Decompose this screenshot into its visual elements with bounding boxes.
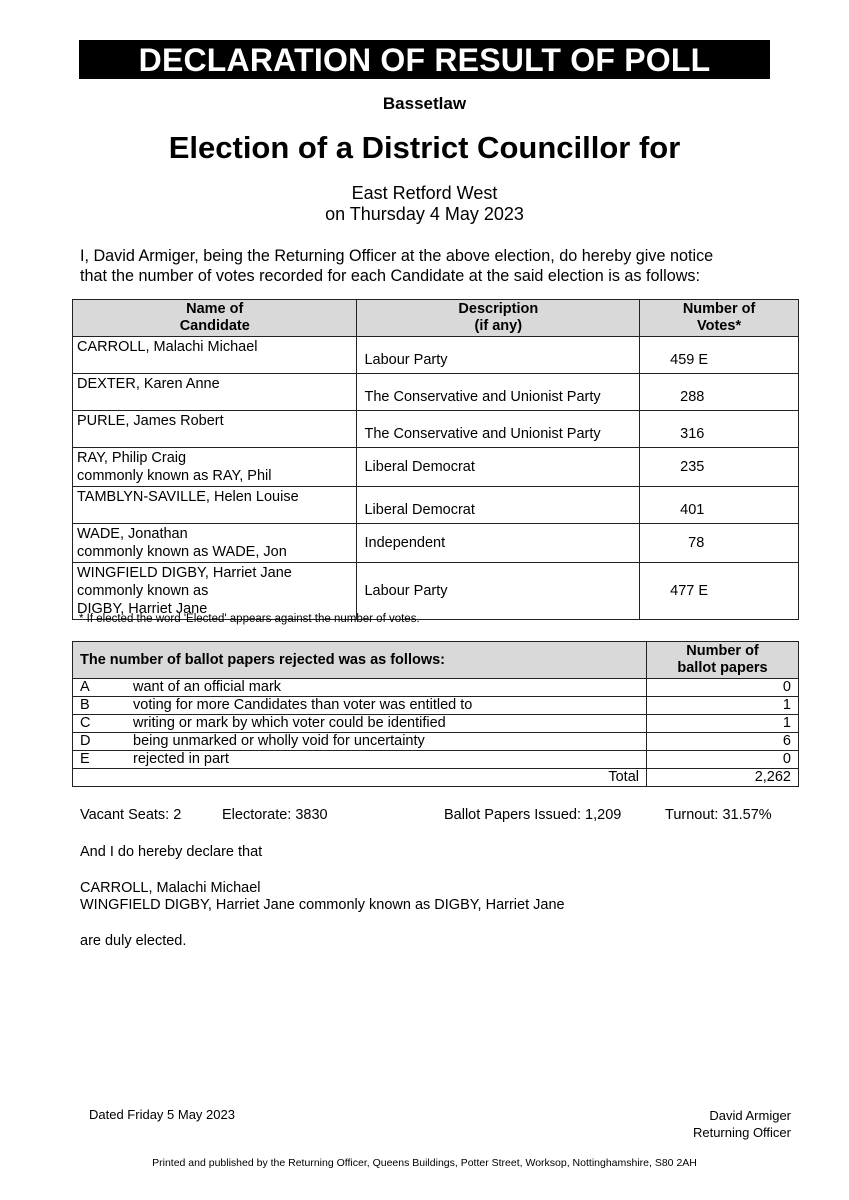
name-line: TAMBLYN-SAVILLE, Helen Louise <box>77 489 299 505</box>
imprint: Printed and published by the Returning Officer, Queens Buildings, Potter Street, Worksop, Nottinghamshire, S80 2AH <box>152 1157 697 1169</box>
rejection-code: B <box>73 697 130 715</box>
candidate-name <box>73 524 357 563</box>
name-line: PURLE, James Robert <box>77 413 224 429</box>
table-row <box>73 563 799 620</box>
candidates-header-row <box>73 300 799 337</box>
name-line: DEXTER, Karen Anne <box>77 376 220 392</box>
rejection-count: 0 <box>647 679 799 697</box>
rejection-reason: writing or mark by which voter could be identified <box>129 715 647 733</box>
table-row <box>73 524 799 563</box>
officer-name: David Armiger <box>709 1108 791 1123</box>
candidate-votes: 316 <box>640 411 799 448</box>
candidate-votes: 235 <box>640 448 799 487</box>
rejection-count: 0 <box>647 751 799 769</box>
header-candidate-name <box>73 300 357 337</box>
candidate-name <box>73 563 357 620</box>
name-line: commonly known as RAY, Phil <box>77 468 272 484</box>
election-date: on Thursday 4 May 2023 <box>325 204 524 224</box>
name-line: commonly known as WADE, Jon <box>77 544 287 560</box>
rejection-reason: voting for more Candidates than voter was entitled to <box>129 697 647 715</box>
header-description <box>357 300 640 337</box>
candidate-description: Independent <box>357 524 640 563</box>
header-text: Name of <box>186 301 244 317</box>
header-text: Votes* <box>697 318 742 334</box>
rejected-header-count <box>647 642 799 679</box>
header-text: Number of <box>686 643 759 659</box>
intro-line-2: that the number of votes recorded for each Candidate at the said election is as follows: <box>80 267 700 285</box>
total-value: 2,262 <box>647 769 799 787</box>
rejected-total-row <box>73 769 799 787</box>
elected-list <box>80 880 565 914</box>
header-text: Description <box>458 301 539 317</box>
ward-name: East Retford West <box>351 183 498 203</box>
candidate-votes: 78 <box>640 524 799 563</box>
dated-line: Dated Friday 5 May 2023 <box>89 1107 235 1122</box>
table-row <box>73 697 799 715</box>
header-votes <box>640 300 799 337</box>
candidate-votes: 288 <box>640 374 799 411</box>
rejection-reason: rejected in part <box>129 751 647 769</box>
header-text: ballot papers <box>677 660 768 676</box>
officer-title: Returning Officer <box>692 1125 791 1140</box>
electorate: Electorate: 3830 <box>222 807 328 823</box>
candidate-description: Liberal Democrat <box>357 487 640 524</box>
table-row <box>73 448 799 487</box>
table-row <box>73 411 799 448</box>
candidate-description: Liberal Democrat <box>357 448 640 487</box>
declaration-closing: are duly elected. <box>80 933 187 949</box>
name-line: commonly known as <box>77 583 209 599</box>
candidate-description: Labour Party <box>357 337 640 374</box>
rejection-count: 1 <box>647 697 799 715</box>
table-row <box>73 679 799 697</box>
signature-block <box>693 1107 791 1141</box>
candidates-table <box>72 299 799 620</box>
vacant-seats: Vacant Seats: 2 <box>80 807 182 823</box>
election-title: Election of a District Councillor for <box>168 130 681 165</box>
total-label: Total <box>73 769 647 787</box>
header-text: Number of <box>682 301 756 317</box>
ballot-papers-issued: Ballot Papers Issued: 1,209 <box>444 807 622 823</box>
table-row <box>73 733 799 751</box>
intro-line-1: I, David Armiger, being the Returning Officer at the above election, do hereby give notice <box>80 247 714 265</box>
candidate-name <box>73 411 357 448</box>
elected-candidate: CARROLL, Malachi Michael <box>80 880 261 896</box>
rejection-code: C <box>73 715 130 733</box>
table-row <box>73 715 799 733</box>
name-line: RAY, Philip Craig <box>77 450 187 466</box>
rejection-reason: being unmarked or wholly void for uncertainty <box>129 733 647 751</box>
header-text: Candidate <box>179 318 250 334</box>
name-line: WINGFIELD DIGBY, Harriet Jane <box>77 565 292 581</box>
candidate-votes: 477 E <box>640 563 799 620</box>
rejection-code: E <box>73 751 130 769</box>
candidate-votes: 401 <box>640 487 799 524</box>
rejection-code: D <box>73 733 130 751</box>
name-line: DIGBY, Harriet Jane <box>77 601 208 617</box>
turnout: Turnout: 31.57% <box>665 807 772 823</box>
candidate-description: The Conservative and Unionist Party <box>357 411 640 448</box>
elected-candidate: WINGFIELD DIGBY, Harriet Jane commonly known as DIGBY, Harriet Jane <box>80 897 565 913</box>
rejection-count: 1 <box>647 715 799 733</box>
rejected-header-row <box>73 642 799 679</box>
name-line: WADE, Jonathan <box>77 526 188 542</box>
table-row <box>73 751 799 769</box>
rejected-header-label: The number of ballot papers rejected was as follows: <box>73 642 647 679</box>
candidate-name <box>73 374 357 411</box>
table-row <box>73 337 799 374</box>
document-banner: DECLARATION OF RESULT OF POLL <box>79 40 770 79</box>
intro-paragraph <box>80 246 800 286</box>
name-line: CARROLL, Malachi Michael <box>77 339 258 355</box>
rejection-reason: want of an official mark <box>129 679 647 697</box>
ward-block <box>0 183 849 225</box>
candidate-name <box>73 487 357 524</box>
candidate-description: Labour Party <box>357 563 640 620</box>
elected-footnote: * If elected the word 'Elected' appears against the number of votes. <box>79 613 420 625</box>
candidate-name <box>73 448 357 487</box>
candidate-description: The Conservative and Unionist Party <box>357 374 640 411</box>
table-row <box>73 487 799 524</box>
council-name: Bassetlaw <box>382 94 467 113</box>
table-row <box>73 374 799 411</box>
declaration-intro: And I do hereby declare that <box>80 844 263 860</box>
rejection-count: 6 <box>647 733 799 751</box>
candidate-votes: 459 E <box>640 337 799 374</box>
rejection-code: A <box>73 679 130 697</box>
rejected-ballots-table <box>72 641 799 787</box>
header-text: (if any) <box>474 318 523 334</box>
candidate-name <box>73 337 357 374</box>
